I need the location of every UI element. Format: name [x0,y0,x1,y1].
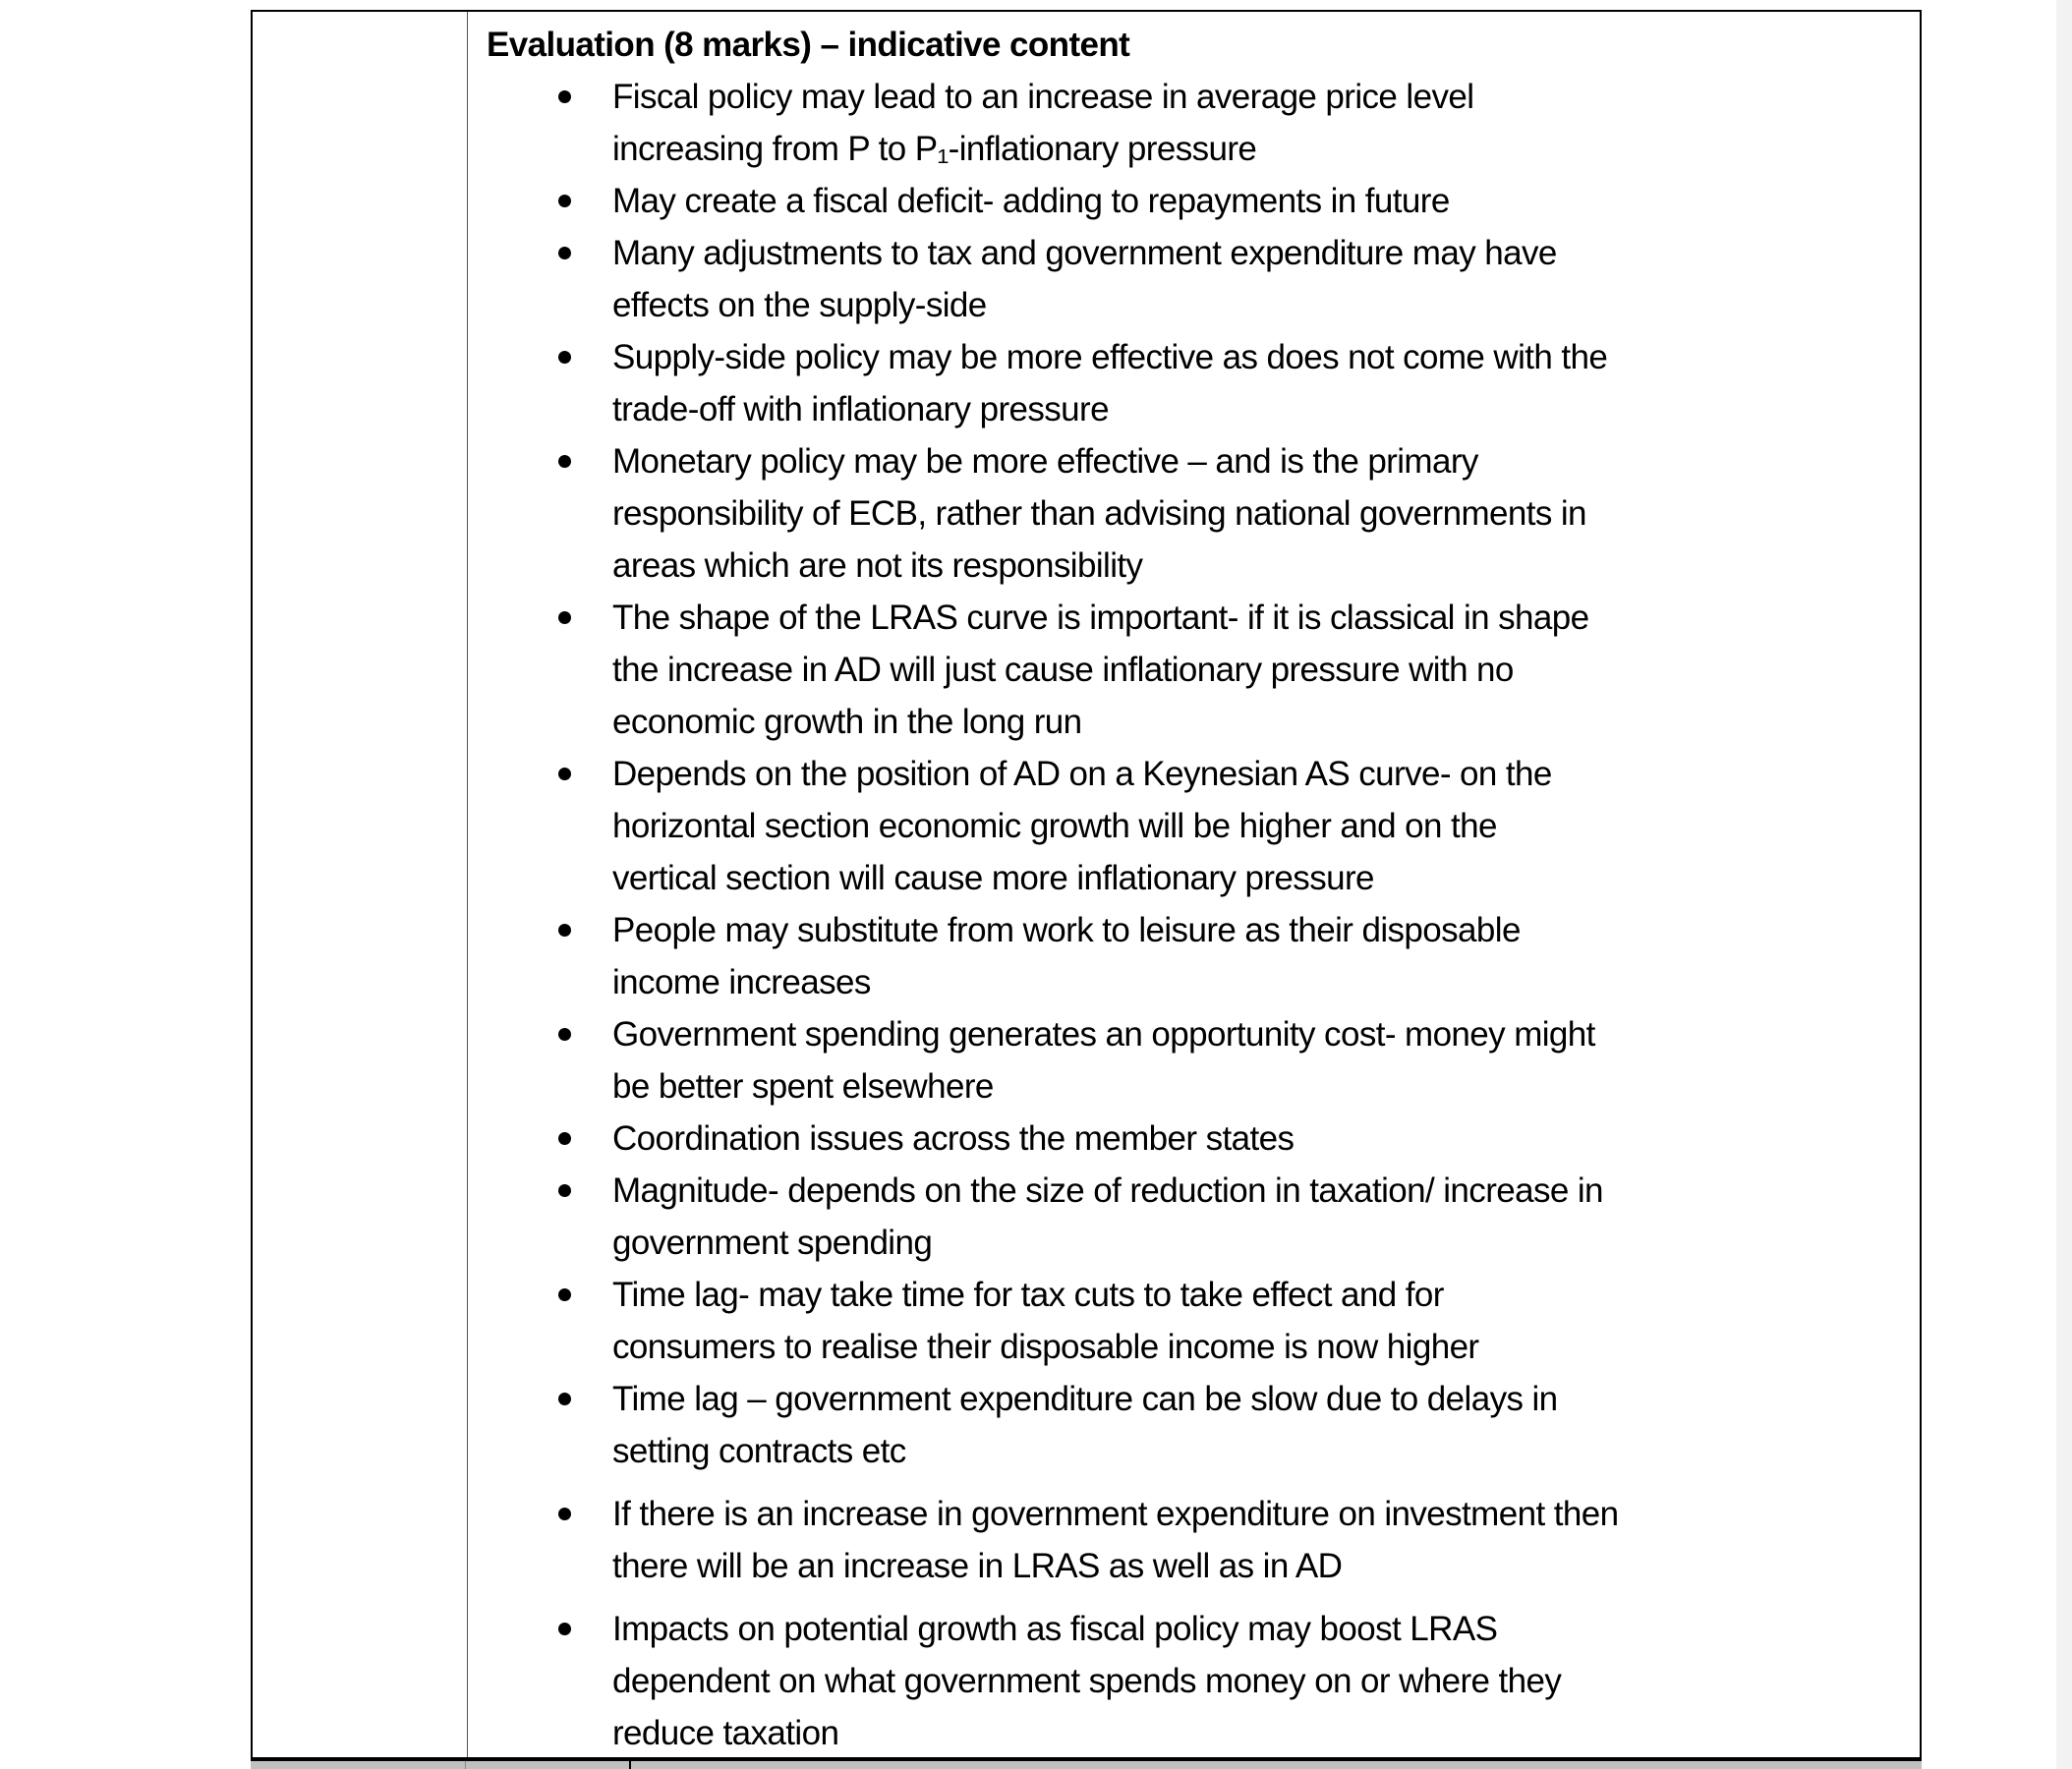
bullet-icon [558,1623,571,1635]
list-item [487,227,1861,331]
evaluation-bullet-list [487,71,1861,1759]
list-item [487,904,1861,1008]
list-item [487,1008,1861,1113]
list-item-text-line: there will be an increase in LRAS as well as in AD [612,1547,1343,1585]
bullet-icon [558,195,571,207]
indicative-content-cell [487,19,1861,1759]
list-item-text-line: The shape of the LRAS curve is important- if it is classical in shape [612,599,1589,637]
list-item [487,748,1861,904]
list-item [487,1488,1861,1592]
list-item [487,435,1861,592]
list-item-text-line: May create a fiscal deficit- adding to repayments in future [612,182,1450,220]
list-item-text-line: increasing from P to P₁-inflationary pressure [612,130,1257,168]
list-item [487,1165,1861,1269]
bullet-icon [558,1184,571,1197]
next-table-row [251,1757,1922,1769]
list-item-text-line: Supply-side policy may be more effective as does not come with the [612,338,1608,376]
list-item-text-line: areas which are not its responsibility [612,546,1143,585]
list-item [487,331,1861,435]
list-item-text-line: horizontal section economic growth will be higher and on the [612,807,1497,845]
list-item-text-line: dependent on what government spends money on or where they [612,1662,1562,1700]
list-item-text-line: be better spent elsewhere [612,1067,994,1106]
list-item-text-line: setting contracts etc [612,1432,906,1470]
bullet-icon [558,768,571,780]
list-item-text-line: trade-off with inflationary pressure [612,390,1109,428]
list-item-text-line: Depends on the position of AD on a Keynesian AS curve- on the [612,755,1552,793]
list-item [487,1113,1861,1165]
mark-scheme-table [251,10,1922,1759]
bullet-icon [558,1132,571,1145]
list-item [487,175,1861,227]
bullet-icon [558,90,571,103]
list-item-text-line: effects on the supply-side [612,286,987,324]
list-item-text-line: economic growth in the long run [612,703,1082,741]
list-item-text-line: Impacts on potential growth as fiscal policy may boost LRAS [612,1610,1498,1648]
list-item-text-line: consumers to realise their disposable income is now higher [612,1328,1479,1366]
list-item-text-line: responsibility of ECB, rather than advising national governments in [612,494,1586,533]
list-item-text-line: the increase in AD will just cause inflationary pressure with no [612,651,1514,689]
list-item-text-line: Coordination issues across the member states [612,1119,1295,1158]
list-item-text-line: Time lag – government expenditure can be slow due to delays in [612,1380,1558,1418]
list-item-text-line: reduce taxation [612,1714,839,1752]
column-divider [629,1761,631,1769]
list-item-text-line: Many adjustments to tax and government expenditure may have [612,234,1557,272]
list-item [487,71,1861,175]
list-item-text-line: Government spending generates an opportunity cost- money might [612,1015,1595,1054]
list-item [487,1373,1861,1477]
bullet-icon [558,924,571,937]
list-item-text-line: Magnitude- depends on the size of reduction in taxation/ increase in [612,1171,1603,1210]
list-item-text-line: Fiscal policy may lead to an increase in average price level [612,78,1474,116]
bullet-icon [558,247,571,259]
list-item-text-line: government spending [612,1224,933,1262]
list-item [487,592,1861,748]
page-margin [2056,0,2072,1769]
bullet-icon [558,611,571,624]
list-item-text-line: Monetary policy may be more effective – and is the primary [612,442,1478,481]
bullet-icon [558,455,571,468]
bullet-icon [558,1028,571,1041]
column-divider [467,12,468,1759]
section-heading: Evaluation (8 marks) – indicative content [487,26,1130,64]
list-item [487,1269,1861,1373]
bullet-icon [558,1393,571,1405]
bullet-icon [558,1508,571,1520]
list-item-text-line: People may substitute from work to leisure as their disposable [612,911,1521,949]
list-item-text-line: Time lag- may take time for tax cuts to take effect and for [612,1276,1444,1314]
column-divider [465,1761,466,1769]
list-item-text-line: vertical section will cause more inflationary pressure [612,859,1374,897]
list-item-text-line: income increases [612,963,871,1001]
list-item-text-line: If there is an increase in government expenditure on investment then [612,1495,1619,1533]
bullet-icon [558,351,571,364]
bullet-icon [558,1288,571,1301]
list-item [487,1603,1861,1759]
